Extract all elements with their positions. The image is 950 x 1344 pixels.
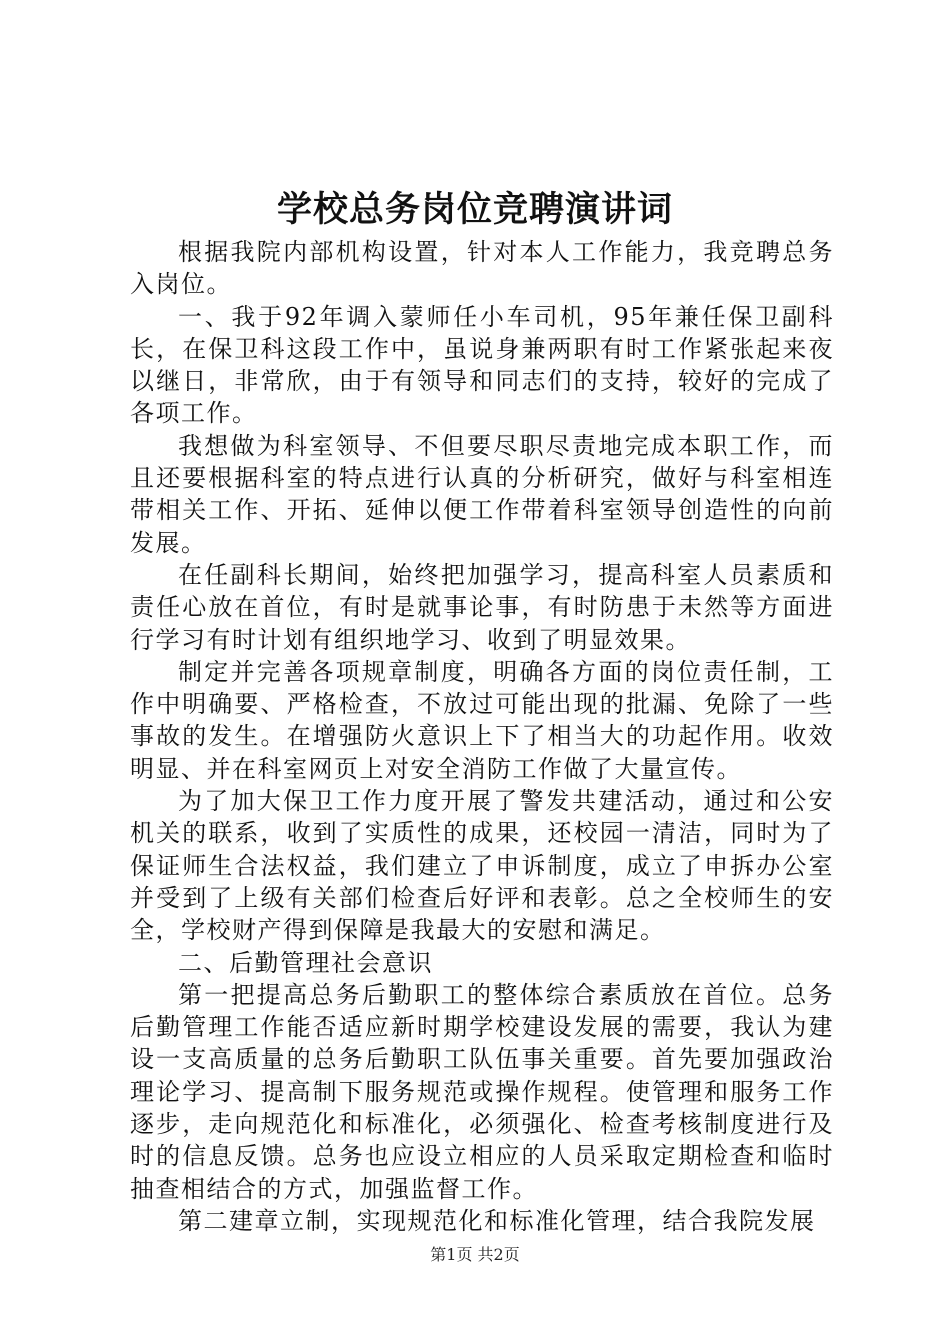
document-title: 学校总务岗位竞聘演讲词 xyxy=(276,189,673,230)
page-footer: 第1页 共2页 xyxy=(430,1245,520,1264)
document-body xyxy=(130,236,834,1237)
paragraph: 第二建章立制，实现规范化和标准化管理，结合我院发展 xyxy=(178,1206,816,1235)
paragraph: 制定并完善各项规章制度，明确各方面的岗位责任制，工作中明确要、严格检查，不放过可能出现的批漏、免除了一些事故的发生。在增强防火意识上下了相当大的功起作用。收效明显、并在科室网页上对安全消防工作做了大量宣传。 xyxy=(130,657,834,783)
paragraph: 根据我院内部机构设置，针对本人工作能力，我竞聘总务入岗位。 xyxy=(130,238,834,299)
paragraph: 我想做为科室领导、不但要尽职尽责地完成本职工作，而且还要根据科室的特点进行认真的分析研究，做好与科室相连带相关工作、开拓、延伸以便工作带着科室领导创造性的向前发展。 xyxy=(130,431,834,557)
paragraph: 一、我于92年调入蒙师任小车司机，95年兼任保卫副科长，在保卫科这段工作中，虽说身兼两职有时工作紧张起来夜以继日，非常欣，由于有领导和同志们的支持，较好的完成了各项工作。 xyxy=(130,302,834,428)
paragraph: 为了加大保卫工作力度开展了警发共建活动，通过和公安机关的联系，收到了实质性的成果，还校园一清洁，同时为了保证师生合法权益，我们建立了申诉制度，成立了申拆办公室并受到了上级有关部们检查后好评和表彰。总之全校师生的安全，学校财产得到保障是我最大的安慰和满足。 xyxy=(130,787,834,945)
paragraph: 在任副科长期间，始终把加强学习，提高科室人员素质和责任心放在首位，有时是就事论事，有时防患于未然等方面进行学习有时计划有组织地学习、收到了明显效果。 xyxy=(130,560,834,654)
section-heading: 二、后勤管理社会意识 xyxy=(178,948,433,977)
paragraph: 第一把提高总务后勤职工的整体综合素质放在首位。总务后勤管理工作能否适应新时期学校建设发展的需要，我认为建设一支高质量的总务后勤职工队伍事关重要。首先要加强政治理论学习、提高制下服务规范或操作规程。使管理和服务工作逐步，走向规范化和标准化，必须强化、检查考核制度进行及时的信息反馈。总务也应设立相应的人员采取定期检查和临时抽查相结合的方式，加强监督工作。 xyxy=(130,980,834,1203)
